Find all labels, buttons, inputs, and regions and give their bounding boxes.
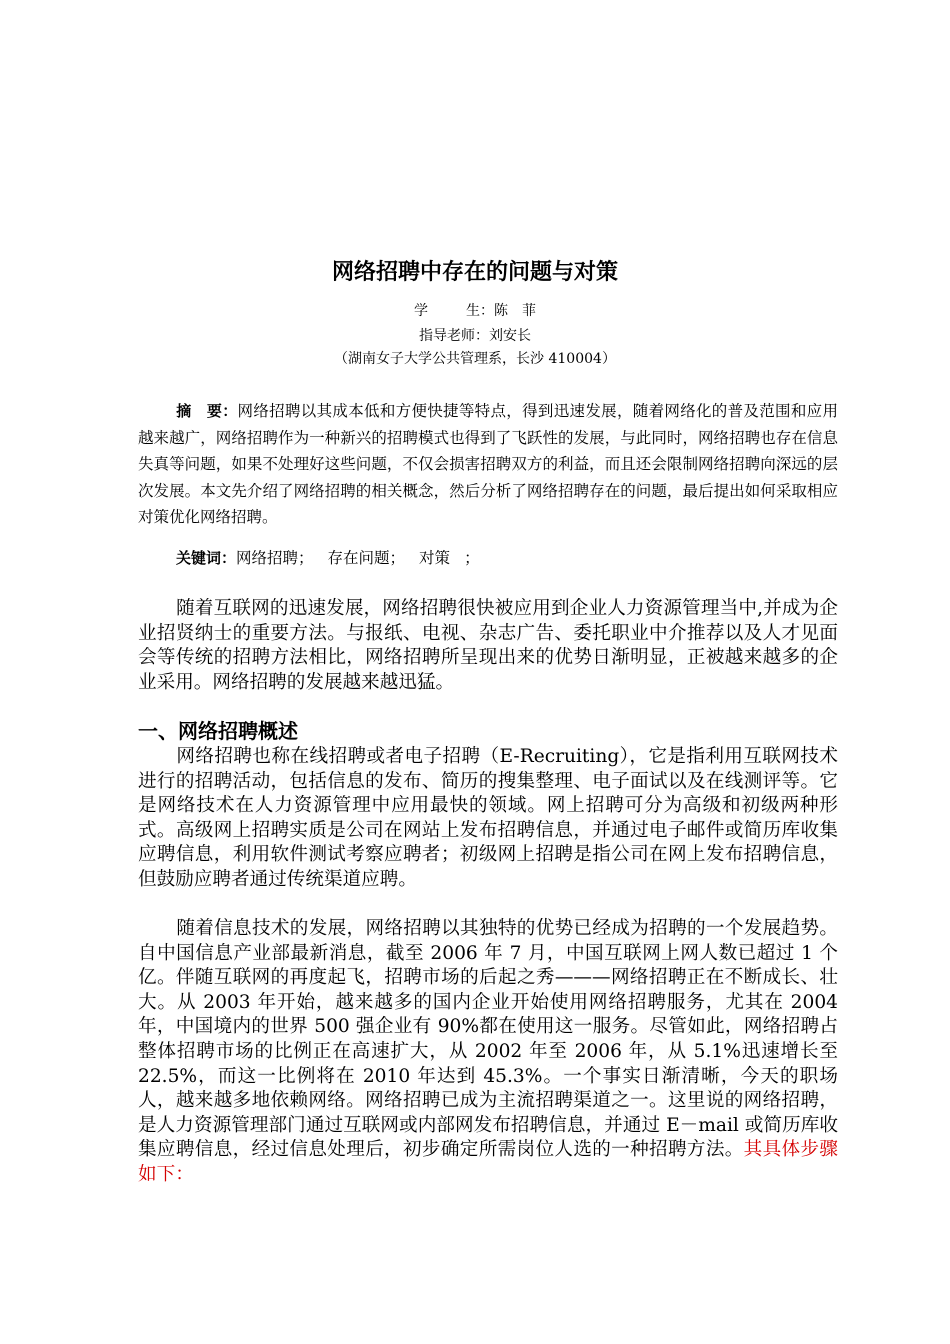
keyword-item: 网络招聘；	[236, 549, 314, 567]
section-heading: 一、网络招聘概述	[138, 719, 298, 743]
body-paragraph: 网络招聘也称在线招聘或者电子招聘（E-Recruiting），它是指利用互联网技术进行的招聘活动，包括信息的发布、简历的搜集整理、电子面试以及在线测评等。它是网络技术在人力资源管理中应用最快的领域。网上招聘可分为高级和初级两种形式。高级网上招聘实质是公司在网站上发布招聘信息，并通过电子邮件或简历库收集应聘信息，利用软件测试考察应聘者；初级网上招聘是指公司在网上发布招聘信息，但鼓励应聘者通过传统渠道应聘。	[138, 746, 838, 890]
advisor-line: 指导老师：刘安长	[419, 328, 531, 344]
abstract-text: 网络招聘以其成本低和方便快捷等特点，得到迅速发展，随着网络化的普及范围和应用越来越广，网络招聘作为一种新兴的招聘模式也得到了飞跃性的发展，与此同时，网络招聘也存在信息失真等问题，如果不处理好这些问题，不仅会损害招聘双方的利益，而且还会限制网络招聘向深远的层次发展。本文先介绍了网络招聘的相关概念，然后分析了网络招聘存在的问题，最后提出如何采取相应对策优化网络招聘。	[138, 402, 838, 527]
keyword-item: 存在问题；	[327, 549, 406, 567]
abstract	[138, 398, 838, 531]
highlighted-text: 其具体步骤如下：	[138, 1139, 838, 1185]
keywords	[176, 545, 494, 571]
student-line	[0, 301, 950, 321]
keyword-item: 对策	[419, 549, 451, 567]
intro-paragraph: 随着互联网的迅速发展，网络招聘很快被应用到企业人力资源管理当中,并成为企业招贤纳士的重要方法。与报纸、电视、杂志广告、委托职业中介推荐以及人才见面会等传统的招聘方法相比，网络招聘所呈现出来的优势日渐明显，正被越来越多的企业采用。网络招聘的发展越来越迅猛。	[138, 598, 838, 693]
document-title: 网络招聘中存在的问题与对策	[331, 260, 618, 285]
affiliation-line: （湖南女子大学公共管理系，长沙 410004）	[334, 351, 616, 367]
keywords-label: 关键词：	[176, 549, 237, 567]
student-label: 学 生：	[414, 303, 494, 319]
student-name: 陈 菲	[494, 303, 536, 319]
abstract-label: 摘 要：	[176, 402, 238, 420]
keyword-item: ；	[464, 549, 480, 567]
body-paragraph: 随着信息技术的发展，网络招聘以其独特的优势已经成为招聘的一个发展趋势。自中国信息产业部最新消息，截至 2006 年 7 月，中国互联网上网人数已超过 1 个亿。伴随互联网的再度起飞，招聘市场的后起之秀———网络招聘正在不断成长、壮大。从 2003 年开始，越来越多的国内企业开始使用网络招聘服务，尤其在 2004 年，中国境内的世界 500 强企业有 90%都在使用这一服务。尽管如此，网络招聘占整体招聘市场的比例正在高速扩大，从 2002 年至 2006 年，从 5.1%迅速增长至 22.5%，而这一比例将在 2010 年达到 45.3%。一个事实日渐清晰，今天的职场人，越来越多地依赖网络。网络招聘已成为主流招聘渠道之一。这里说的网络招聘，是人力资源管理部门通过互联网或内部网发布招聘信息，并通过 E－mail 或简历库收集应聘信息，经过信息处理后，初步确定所需岗位人选的一种招聘方法。其具体步骤如下：	[138, 918, 838, 1185]
